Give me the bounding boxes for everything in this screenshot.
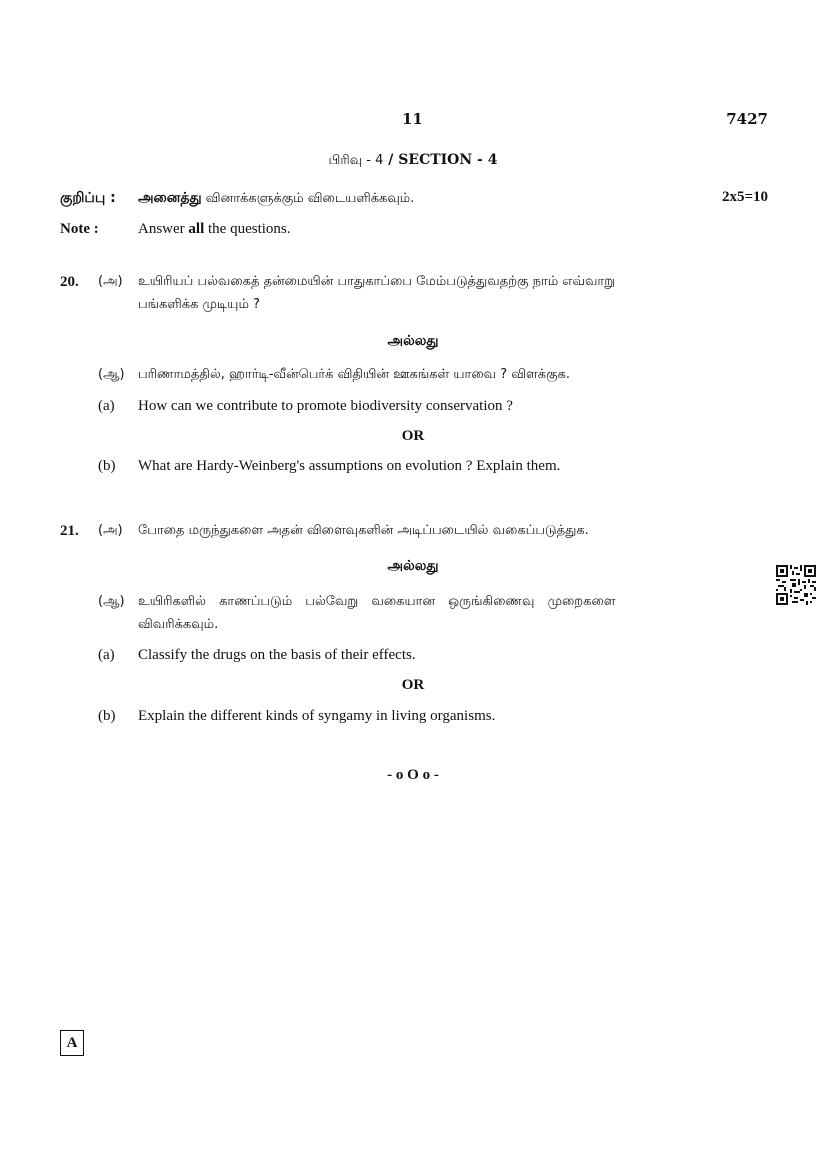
- q20-or-tamil: அல்லது: [387, 333, 439, 349]
- note-tamil-rest: வினாக்களுக்கும் விடையளிக்கவும்.: [205, 191, 415, 206]
- section-title-tamil: பிரிவு - 4: [328, 153, 384, 168]
- q20-b-marker: (ஆ): [98, 367, 125, 382]
- qr-code-icon: [776, 565, 816, 605]
- q21-or-tamil: அல்லது: [387, 558, 439, 574]
- q21-b-tamil-line2: விவரிக்கவும்.: [138, 617, 219, 632]
- paper-code: 7427: [726, 110, 768, 128]
- q21-a-tamil: போதை மருந்துகளை அதன் விளைவுகளின் அடிப்படையில் வகைப்படுத்துக.: [138, 523, 589, 538]
- q20-a-english: How can we contribute to promote biodiversity conservation ?: [138, 398, 513, 414]
- note-tamil-text: [138, 190, 414, 208]
- paper-series-box: A: [60, 1030, 84, 1056]
- q21-b-english: Explain the different kinds of syngamy in living organisms.: [138, 708, 496, 724]
- q21-b-label: (b): [98, 708, 116, 724]
- q20-or-english: OR: [401, 428, 425, 444]
- q21-or-english: OR: [401, 677, 425, 693]
- section-separator: /: [383, 152, 399, 168]
- q20-b-label: (b): [98, 458, 116, 474]
- end-mark: - o O o -: [387, 767, 439, 783]
- note-tamil-bold: அனைத்து: [138, 190, 202, 206]
- q20-b-tamil: பரிணாமத்தில், ஹார்டி-வீன்பெர்க் விதியின் ஊகங்கள் யாவை ? விளக்குக.: [138, 367, 571, 382]
- q20-a-marker: (அ): [98, 274, 123, 289]
- marks-allocation: 2x5=10: [721, 189, 768, 205]
- note-english-pre: Answer: [138, 221, 185, 237]
- note-tamil-label: குறிப்பு :: [60, 190, 116, 206]
- note-english-bold: all: [188, 221, 205, 237]
- q21-a-label: (a): [98, 647, 115, 663]
- q21-a-marker: (அ): [98, 523, 123, 538]
- q20-a-label: (a): [98, 398, 115, 414]
- q21-b-tamil-line1: உயிரிகளில் காணப்படும் பல்வேறு வகையான ஒருங்கிணைவு முறைகளை: [138, 594, 616, 609]
- q21-a-english: Classify the drugs on the basis of their effects.: [138, 647, 416, 663]
- note-english-text: [138, 221, 291, 238]
- question-21-number: 21.: [60, 523, 79, 539]
- q20-a-tamil-line2: பங்களிக்க முடியும் ?: [138, 297, 260, 312]
- question-20-number: 20.: [60, 274, 79, 290]
- section-title: [0, 152, 826, 169]
- q20-a-tamil-line1: உயிரியப் பல்வகைத் தன்மையின் பாதுகாப்பை மேம்படுத்துவதற்கு நாம் எவ்வாறு: [138, 274, 616, 289]
- note-english-post: the questions.: [208, 221, 291, 237]
- q20-b-english: What are Hardy-Weinberg's assumptions on evolution ? Explain them.: [138, 458, 561, 474]
- q21-b-marker: (ஆ): [98, 594, 125, 609]
- note-english-label: Note :: [60, 221, 99, 237]
- page-number: 11: [402, 110, 423, 128]
- section-title-english: SECTION - 4: [398, 152, 498, 168]
